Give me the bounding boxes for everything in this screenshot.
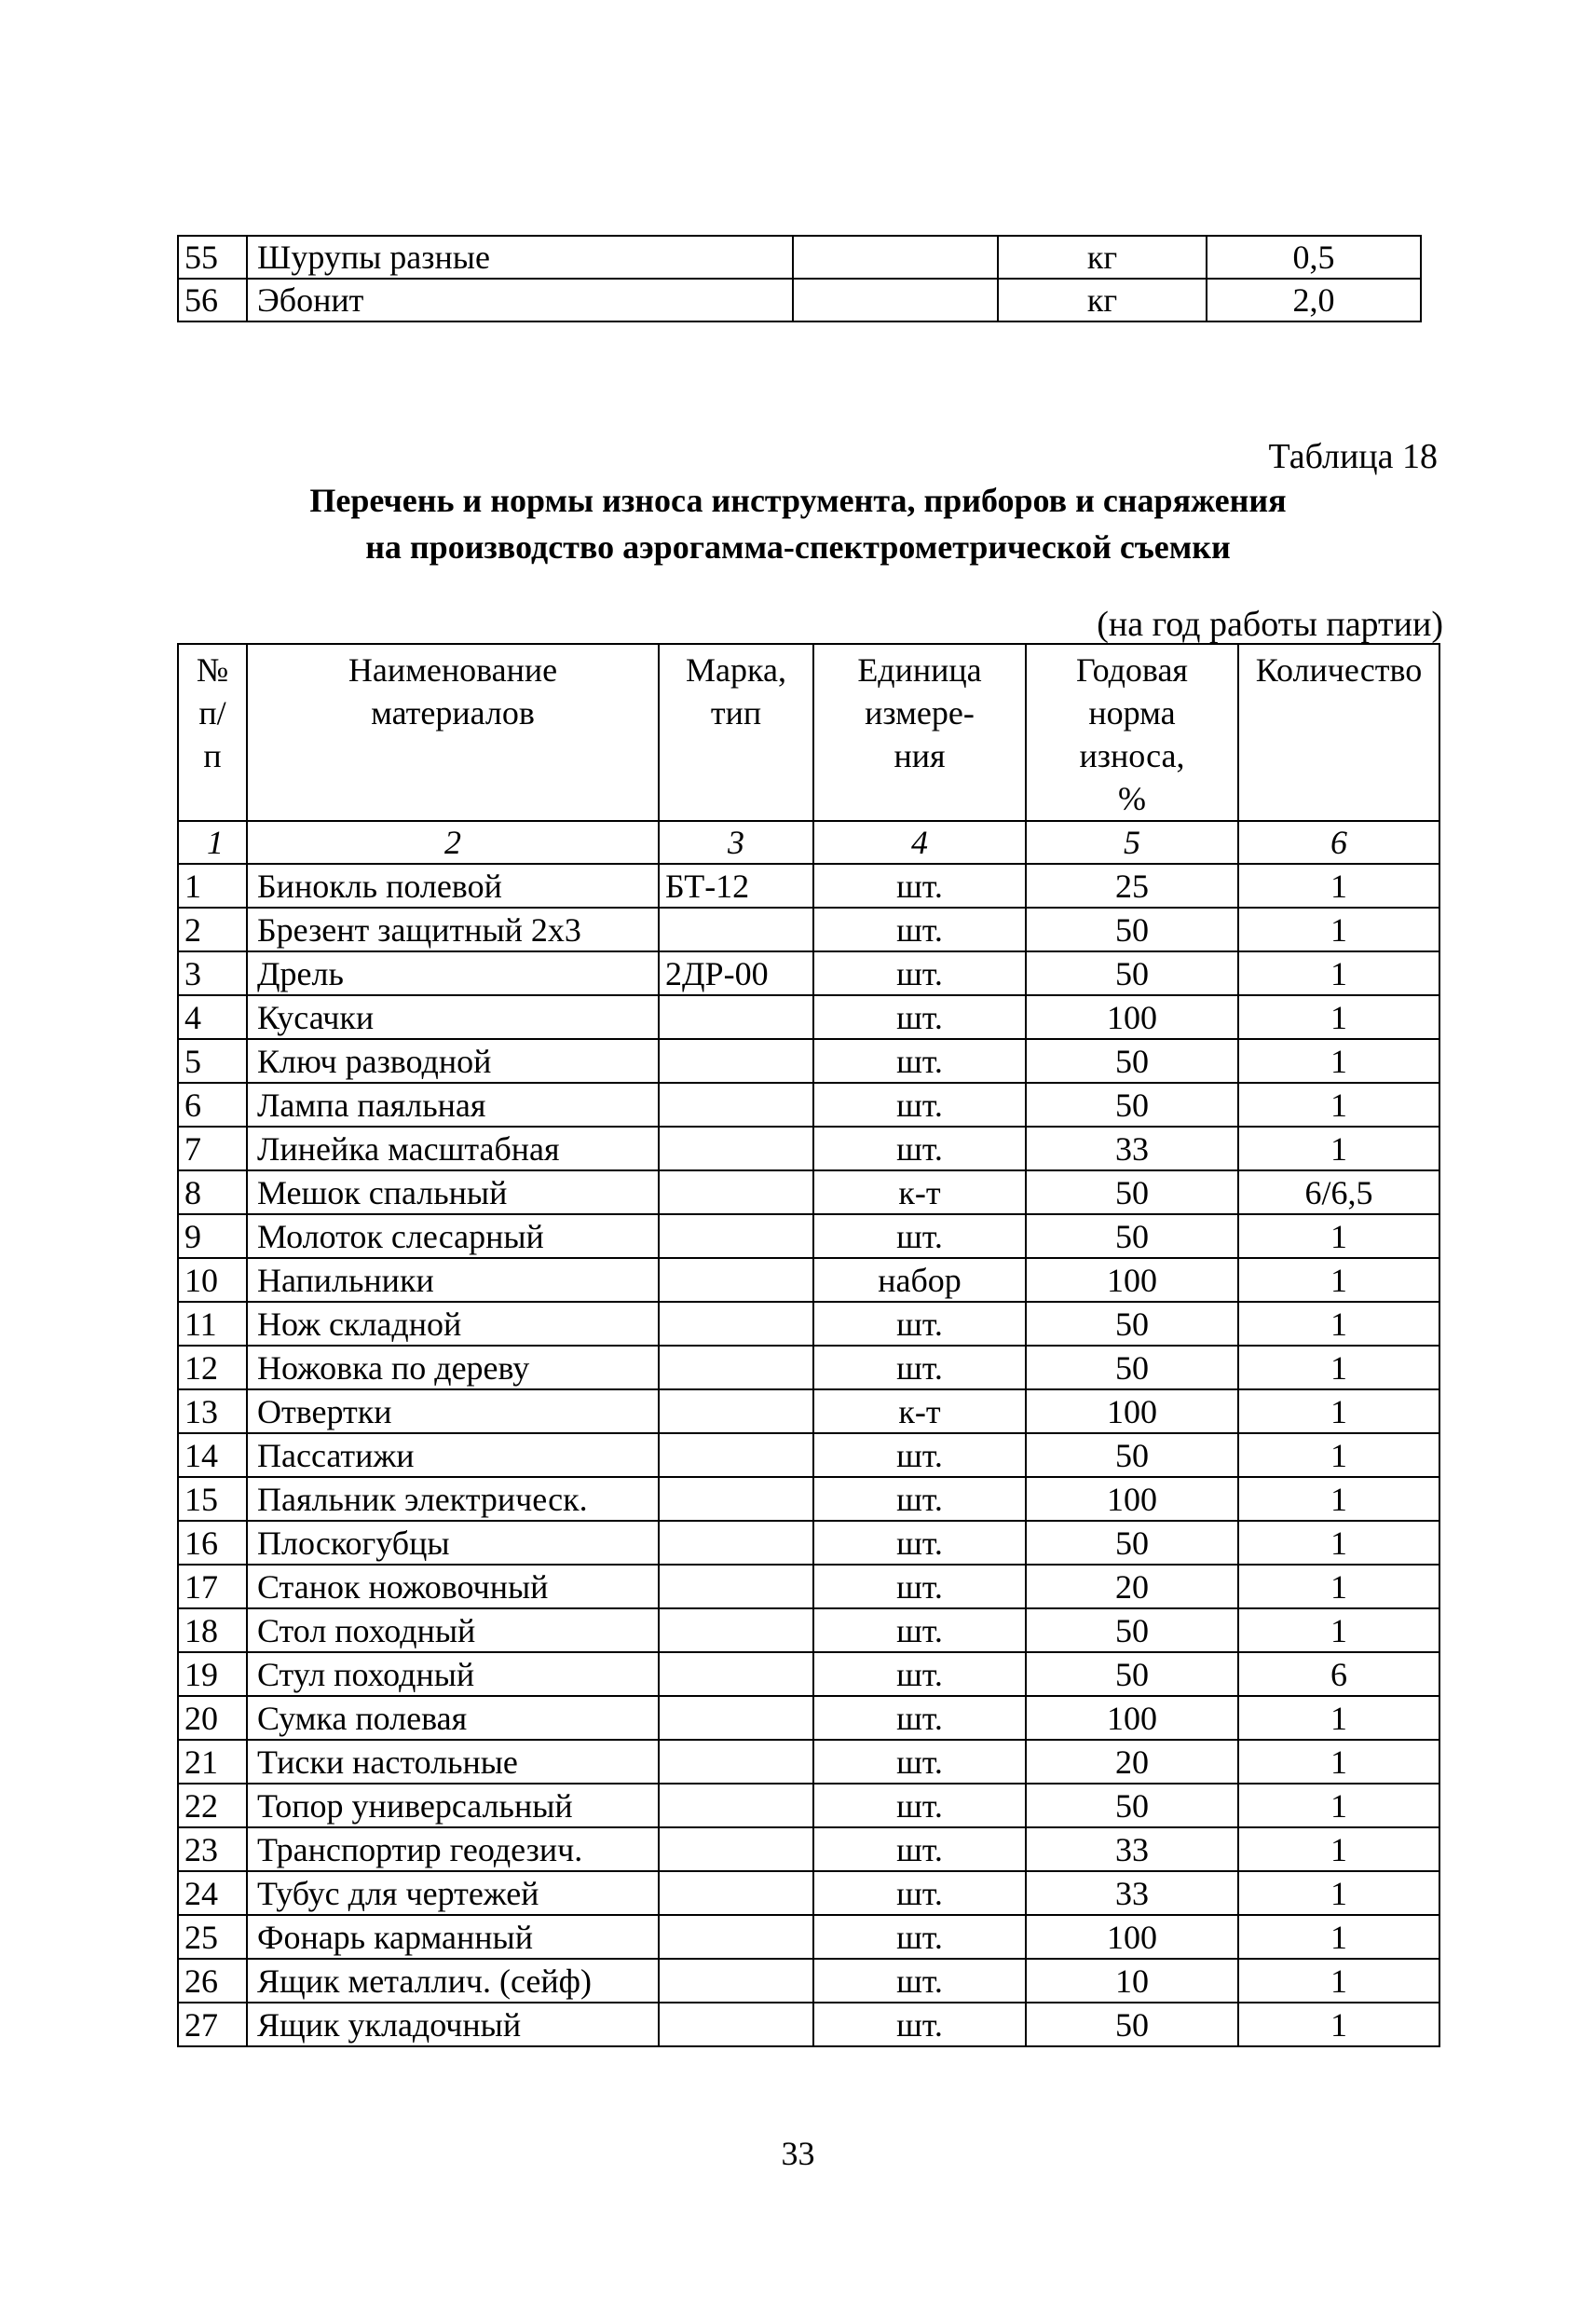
table-row	[178, 1083, 1439, 1127]
header-unit-line: ния	[893, 737, 946, 774]
table-row	[178, 1959, 1439, 2003]
item-name: Нож складной	[247, 1302, 659, 1346]
column-number: 3	[659, 821, 813, 864]
item-mark	[659, 1346, 813, 1389]
row-number: 25	[178, 1915, 247, 1959]
item-unit: шт.	[813, 1039, 1026, 1083]
item-unit: шт.	[813, 1346, 1026, 1389]
row-number: 2	[178, 908, 247, 951]
item-unit: к-т	[813, 1170, 1026, 1214]
item-wear-norm: 20	[1026, 1740, 1238, 1784]
item-mark	[659, 1521, 813, 1565]
item-mark	[659, 1477, 813, 1521]
row-number: 12	[178, 1346, 247, 1389]
row-number: 15	[178, 1477, 247, 1521]
item-unit: кг	[998, 236, 1207, 279]
item-name: Мешок спальный	[247, 1170, 659, 1214]
row-number: 14	[178, 1433, 247, 1477]
item-wear-norm: 100	[1026, 1915, 1238, 1959]
item-name: Лампа паяльная	[247, 1083, 659, 1127]
item-wear-norm: 100	[1026, 1389, 1238, 1433]
row-number: 56	[178, 279, 247, 321]
item-quantity: 1	[1238, 1565, 1439, 1608]
item-mark	[659, 1083, 813, 1127]
item-unit: набор	[813, 1258, 1026, 1302]
row-number: 18	[178, 1608, 247, 1652]
header-unit-line: Единица	[857, 651, 982, 689]
table-row	[178, 951, 1439, 995]
header-mark-line: тип	[710, 694, 762, 732]
item-unit: шт.	[813, 1959, 1026, 2003]
item-mark	[659, 1433, 813, 1477]
item-unit: шт.	[813, 2003, 1026, 2046]
item-quantity: 1	[1238, 864, 1439, 908]
item-wear-norm: 50	[1026, 1521, 1238, 1565]
header-mark	[659, 644, 813, 821]
item-wear-norm: 100	[1026, 1696, 1238, 1740]
item-unit: шт.	[813, 1521, 1026, 1565]
item-wear-norm: 100	[1026, 995, 1238, 1039]
item-mark: БТ-12	[659, 864, 813, 908]
item-quantity: 1	[1238, 1389, 1439, 1433]
header-name-line: материалов	[371, 694, 535, 732]
item-wear-norm: 50	[1026, 2003, 1238, 2046]
item-name: Ножовка по дереву	[247, 1346, 659, 1389]
row-number: 17	[178, 1565, 247, 1608]
continuation-row	[178, 236, 1421, 279]
item-wear-norm: 100	[1026, 1258, 1238, 1302]
item-wear-norm: 50	[1026, 1039, 1238, 1083]
item-mark	[659, 1784, 813, 1827]
table-row	[178, 1652, 1439, 1696]
item-name: Станок ножовочный	[247, 1565, 659, 1608]
item-mark	[659, 1170, 813, 1214]
item-unit: шт.	[813, 1477, 1026, 1521]
row-number: 6	[178, 1083, 247, 1127]
item-quantity: 1	[1238, 1784, 1439, 1827]
item-name: Сумка полевая	[247, 1696, 659, 1740]
row-number: 26	[178, 1959, 247, 2003]
item-name: Ключ разводной	[247, 1039, 659, 1083]
item-name: Линейка масштабная	[247, 1127, 659, 1170]
item-wear-norm: 50	[1026, 1214, 1238, 1258]
item-wear-norm: 50	[1026, 951, 1238, 995]
table-row	[178, 1696, 1439, 1740]
item-mark	[659, 1214, 813, 1258]
row-number: 5	[178, 1039, 247, 1083]
item-mark	[659, 1302, 813, 1346]
item-wear-norm: 20	[1026, 1565, 1238, 1608]
header-num	[178, 644, 247, 821]
wear-norms-table	[177, 643, 1440, 2047]
table-row	[178, 1039, 1439, 1083]
item-unit: шт.	[813, 1565, 1026, 1608]
column-number-row	[178, 821, 1439, 864]
table-row	[178, 1565, 1439, 1608]
item-quantity: 1	[1238, 1258, 1439, 1302]
row-number: 19	[178, 1652, 247, 1696]
row-number: 11	[178, 1302, 247, 1346]
row-number: 55	[178, 236, 247, 279]
item-mark	[659, 1039, 813, 1083]
item-mark	[793, 279, 998, 321]
header-num-line: п	[203, 737, 222, 774]
item-quantity: 1	[1238, 1696, 1439, 1740]
item-mark	[659, 1740, 813, 1784]
row-number: 7	[178, 1127, 247, 1170]
table-row	[178, 2003, 1439, 2046]
header-unit-line: измере-	[865, 694, 975, 732]
item-unit: шт.	[813, 1214, 1026, 1258]
item-wear-norm: 50	[1026, 1083, 1238, 1127]
item-unit: шт.	[813, 1740, 1026, 1784]
item-wear-norm: 50	[1026, 1652, 1238, 1696]
item-name: Паяльник электрическ.	[247, 1477, 659, 1521]
row-number: 4	[178, 995, 247, 1039]
item-name: Эбонит	[247, 279, 793, 321]
item-name: Ящик металлич. (сейф)	[247, 1959, 659, 2003]
continuation-row	[178, 279, 1421, 321]
item-value: 0,5	[1207, 236, 1421, 279]
row-number: 16	[178, 1521, 247, 1565]
column-number: 5	[1026, 821, 1238, 864]
item-unit: шт.	[813, 1302, 1026, 1346]
item-wear-norm: 33	[1026, 1827, 1238, 1871]
row-number: 13	[178, 1389, 247, 1433]
wear-norms-table-body	[178, 644, 1439, 2046]
header-num-line: п/	[198, 694, 226, 732]
item-quantity: 1	[1238, 908, 1439, 951]
item-unit: шт.	[813, 1784, 1026, 1827]
item-name: Дрель	[247, 951, 659, 995]
item-wear-norm: 50	[1026, 1346, 1238, 1389]
header-name	[247, 644, 659, 821]
item-unit: шт.	[813, 1827, 1026, 1871]
item-unit: шт.	[813, 1433, 1026, 1477]
item-quantity: 1	[1238, 1083, 1439, 1127]
header-name-line: Наименование	[348, 651, 558, 689]
item-unit: шт.	[813, 908, 1026, 951]
row-number: 24	[178, 1871, 247, 1915]
item-name: Отвертки	[247, 1389, 659, 1433]
item-mark	[659, 1608, 813, 1652]
table-title-line-2: на производство аэрогамма-спектрометрической съемки	[365, 528, 1231, 566]
header-norm-line: %	[1118, 780, 1146, 817]
item-name: Шурупы разные	[247, 236, 793, 279]
table-row	[178, 1170, 1439, 1214]
item-quantity: 1	[1238, 1039, 1439, 1083]
table-row	[178, 1740, 1439, 1784]
item-quantity: 1	[1238, 995, 1439, 1039]
item-quantity: 1	[1238, 1915, 1439, 1959]
table-row	[178, 995, 1439, 1039]
table-row	[178, 1871, 1439, 1915]
item-wear-norm: 33	[1026, 1871, 1238, 1915]
table-row	[178, 1346, 1439, 1389]
item-unit: шт.	[813, 1127, 1026, 1170]
header-row	[178, 644, 1439, 821]
item-value: 2,0	[1207, 279, 1421, 321]
table-number: Таблица 18	[1268, 437, 1438, 476]
item-mark	[793, 236, 998, 279]
item-name: Ящик укладочный	[247, 2003, 659, 2046]
row-number: 22	[178, 1784, 247, 1827]
row-number: 20	[178, 1696, 247, 1740]
table-row	[178, 864, 1439, 908]
header-norm-line: износа,	[1079, 737, 1185, 774]
item-wear-norm: 50	[1026, 1784, 1238, 1827]
item-quantity: 1	[1238, 1346, 1439, 1389]
item-mark	[659, 1652, 813, 1696]
table-title-line-1: Перечень и нормы износа инструмента, приборов и снаряжения	[309, 482, 1287, 519]
header-qty	[1238, 644, 1439, 821]
item-wear-norm: 50	[1026, 1433, 1238, 1477]
item-unit: к-т	[813, 1389, 1026, 1433]
item-mark	[659, 1258, 813, 1302]
item-name: Брезент защитный 2х3	[247, 908, 659, 951]
item-wear-norm: 10	[1026, 1959, 1238, 2003]
item-quantity: 1	[1238, 1959, 1439, 2003]
column-number: 2	[247, 821, 659, 864]
item-quantity: 1	[1238, 1214, 1439, 1258]
header-num-line: №	[196, 651, 229, 689]
item-name: Бинокль полевой	[247, 864, 659, 908]
item-name: Напильники	[247, 1258, 659, 1302]
item-mark: 2ДР-00	[659, 951, 813, 995]
item-quantity: 1	[1238, 1827, 1439, 1871]
table-row	[178, 1784, 1439, 1827]
item-mark	[659, 908, 813, 951]
table-row	[178, 1214, 1439, 1258]
page-number: 33	[781, 2135, 815, 2172]
item-quantity: 1	[1238, 1302, 1439, 1346]
item-unit: шт.	[813, 1871, 1026, 1915]
item-unit: шт.	[813, 951, 1026, 995]
item-quantity: 1	[1238, 1477, 1439, 1521]
item-mark	[659, 1127, 813, 1170]
item-wear-norm: 50	[1026, 1608, 1238, 1652]
table-row	[178, 1827, 1439, 1871]
item-quantity: 6	[1238, 1652, 1439, 1696]
column-number: 4	[813, 821, 1026, 864]
item-quantity: 1	[1238, 951, 1439, 995]
row-number: 1	[178, 864, 247, 908]
row-number: 27	[178, 2003, 247, 2046]
table-row	[178, 908, 1439, 951]
table-row	[178, 1302, 1439, 1346]
item-quantity: 1	[1238, 1871, 1439, 1915]
item-name: Кусачки	[247, 995, 659, 1039]
row-number: 3	[178, 951, 247, 995]
item-wear-norm: 100	[1026, 1477, 1238, 1521]
header-unit	[813, 644, 1026, 821]
table-row	[178, 1521, 1439, 1565]
continuation-table	[177, 235, 1422, 322]
item-quantity: 1	[1238, 1521, 1439, 1565]
item-unit: шт.	[813, 1608, 1026, 1652]
item-name: Транспортир геодезич.	[247, 1827, 659, 1871]
item-unit: шт.	[813, 1696, 1026, 1740]
table-row	[178, 1127, 1439, 1170]
item-quantity: 1	[1238, 1127, 1439, 1170]
table-row	[178, 1389, 1439, 1433]
item-unit: шт.	[813, 1652, 1026, 1696]
item-quantity: 1	[1238, 2003, 1439, 2046]
item-name: Тубус для чертежей	[247, 1871, 659, 1915]
header-mark-line: Марка,	[686, 651, 786, 689]
item-name: Фонарь карманный	[247, 1915, 659, 1959]
header-norm	[1026, 644, 1238, 821]
item-mark	[659, 1565, 813, 1608]
table-row	[178, 1433, 1439, 1477]
continuation-table-body	[178, 236, 1421, 321]
table-row	[178, 1608, 1439, 1652]
table-row	[178, 1258, 1439, 1302]
item-quantity: 6/6,5	[1238, 1170, 1439, 1214]
item-wear-norm: 50	[1026, 1302, 1238, 1346]
column-number: 6	[1238, 821, 1439, 864]
header-norm-line: норма	[1088, 694, 1176, 732]
row-number: 23	[178, 1827, 247, 1871]
item-name: Молоток слесарный	[247, 1214, 659, 1258]
item-mark	[659, 1696, 813, 1740]
table-title	[0, 477, 1596, 570]
item-name: Пассатижи	[247, 1433, 659, 1477]
item-mark	[659, 1389, 813, 1433]
item-wear-norm: 50	[1026, 908, 1238, 951]
item-name: Топор универсальный	[247, 1784, 659, 1827]
item-quantity: 1	[1238, 1608, 1439, 1652]
item-unit: шт.	[813, 1915, 1026, 1959]
table-row	[178, 1915, 1439, 1959]
item-unit: шт.	[813, 1083, 1026, 1127]
column-number: 1	[178, 821, 247, 864]
item-mark	[659, 1827, 813, 1871]
item-mark	[659, 1871, 813, 1915]
item-mark	[659, 1915, 813, 1959]
item-name: Плоскогубцы	[247, 1521, 659, 1565]
item-name: Стол походный	[247, 1608, 659, 1652]
table-row	[178, 1477, 1439, 1521]
item-mark	[659, 2003, 813, 2046]
row-number: 10	[178, 1258, 247, 1302]
item-unit: шт.	[813, 864, 1026, 908]
item-unit: кг	[998, 279, 1207, 321]
item-quantity: 1	[1238, 1433, 1439, 1477]
header-qty-line: Количество	[1255, 651, 1423, 689]
row-number: 8	[178, 1170, 247, 1214]
item-quantity: 1	[1238, 1740, 1439, 1784]
row-number: 9	[178, 1214, 247, 1258]
item-mark	[659, 1959, 813, 2003]
item-wear-norm: 50	[1026, 1170, 1238, 1214]
table-note: (на год работы партии)	[1097, 605, 1443, 644]
item-unit: шт.	[813, 995, 1026, 1039]
item-mark	[659, 995, 813, 1039]
item-wear-norm: 25	[1026, 864, 1238, 908]
item-name: Стул походный	[247, 1652, 659, 1696]
header-norm-line: Годовая	[1076, 651, 1188, 689]
row-number: 21	[178, 1740, 247, 1784]
item-wear-norm: 33	[1026, 1127, 1238, 1170]
item-name: Тиски настольные	[247, 1740, 659, 1784]
